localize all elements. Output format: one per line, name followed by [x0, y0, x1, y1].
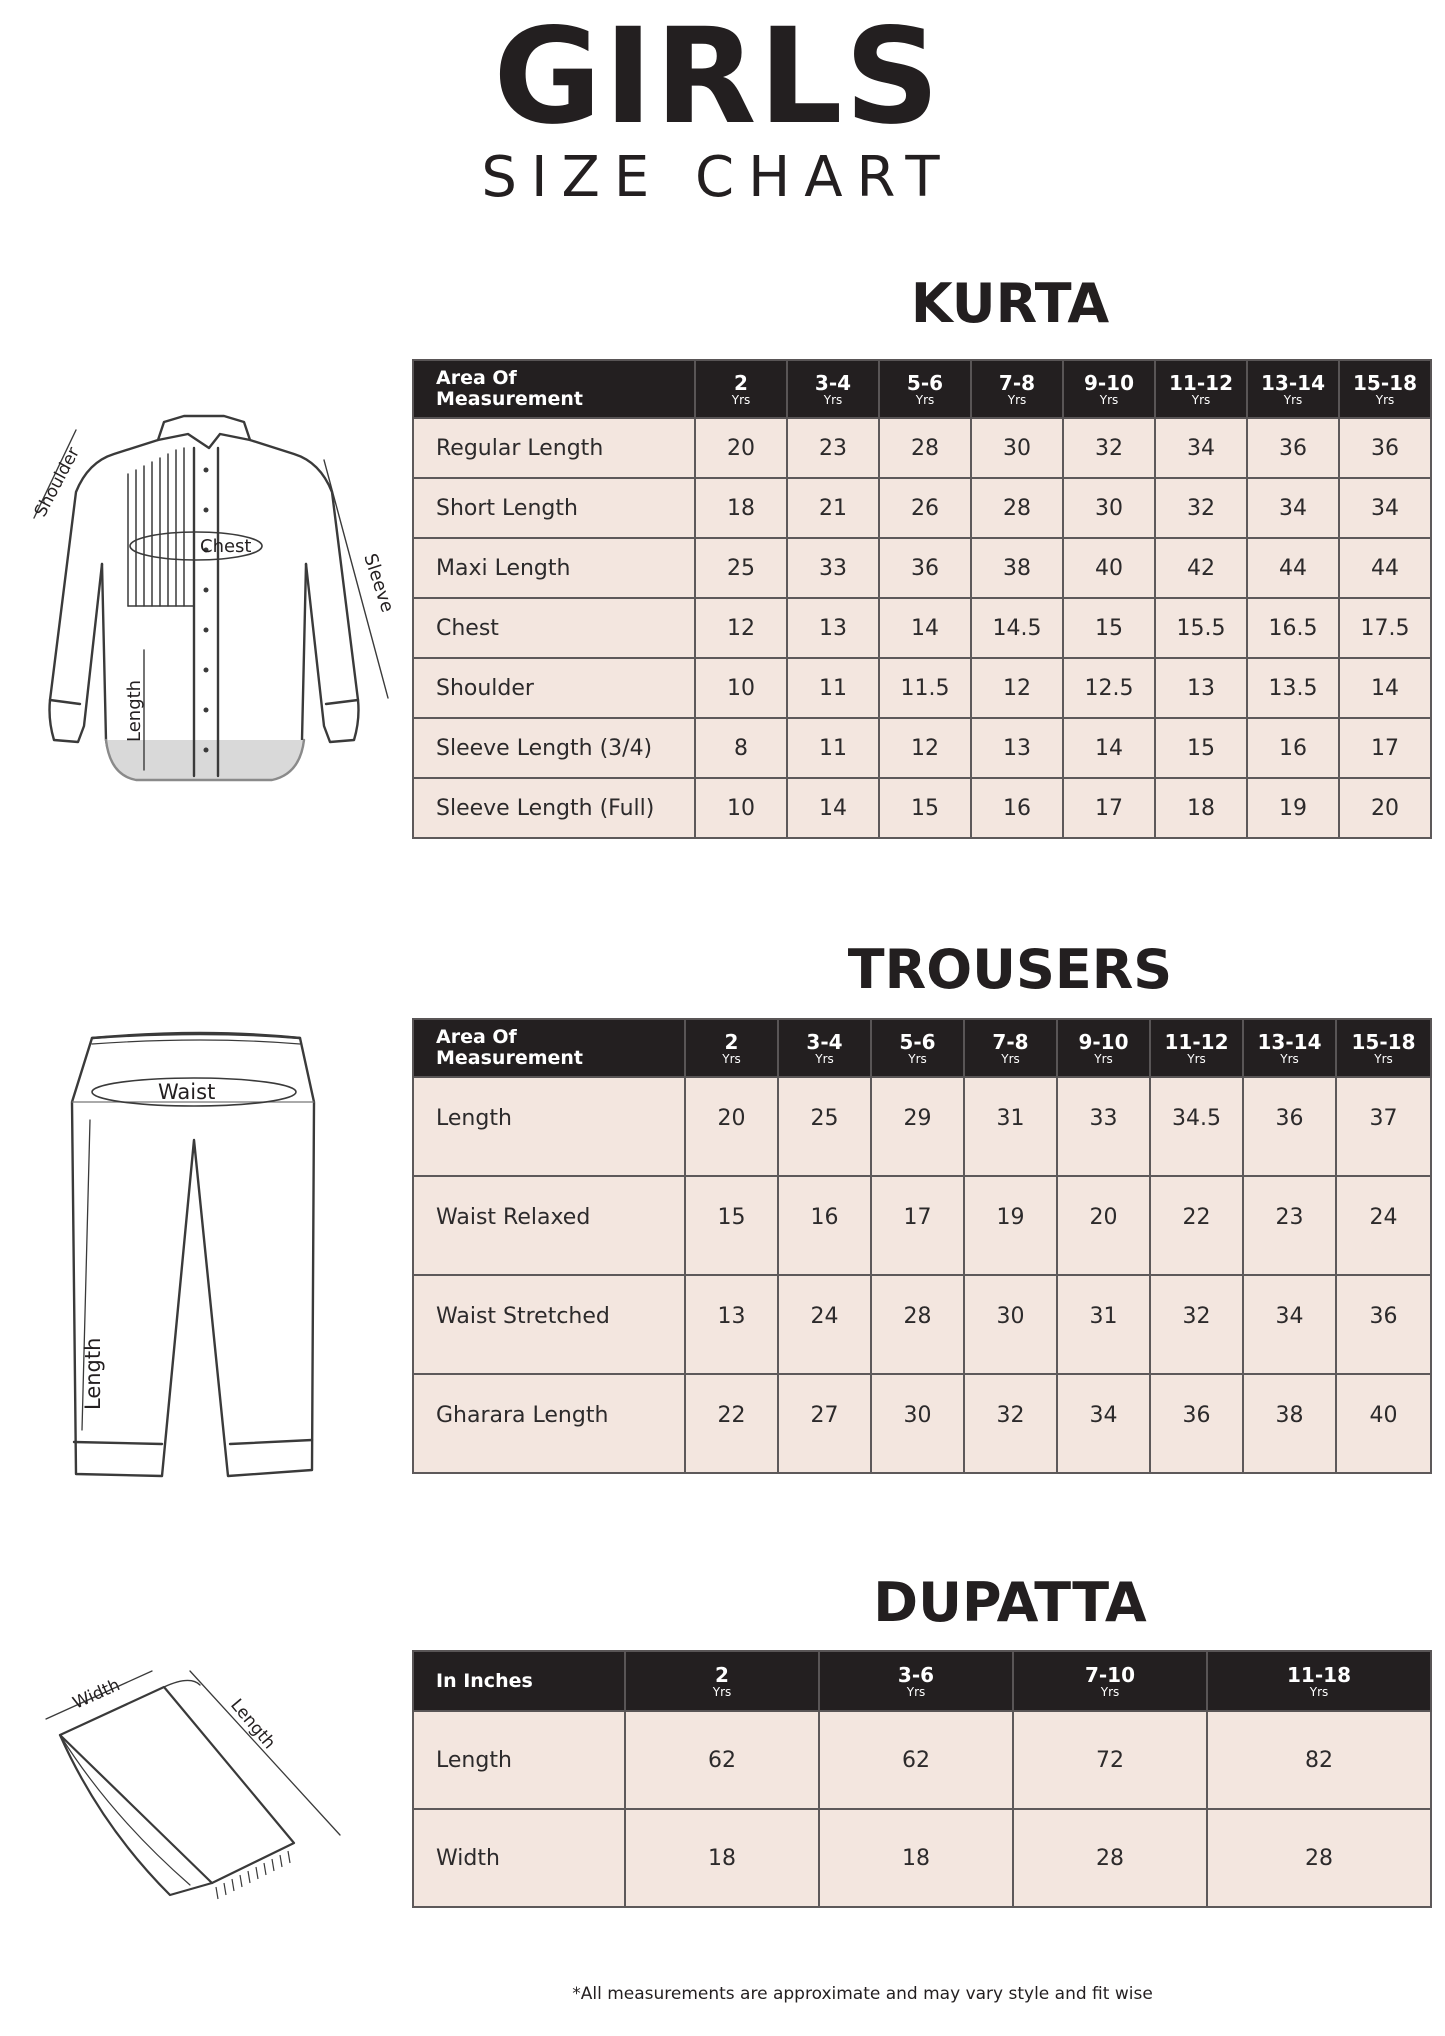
dupatta-size-header: 2 Yrs [625, 1651, 819, 1711]
trousers-size-header: 3-4 Yrs [778, 1019, 871, 1077]
kurta-row [413, 658, 1431, 718]
kurta-cell: 20 [695, 418, 787, 478]
trousers-cell: 28 [871, 1275, 964, 1374]
kurta-cell: 21 [787, 478, 879, 538]
trousers-cell: 36 [1150, 1374, 1243, 1473]
trousers-size-header: 2 Yrs [685, 1019, 778, 1077]
kurta-label-shoulder: Shoulder [30, 444, 84, 521]
kurta-cell: 11.5 [879, 658, 971, 718]
kurta-row-label: Sleeve Length (3/4) [413, 718, 695, 778]
trousers-cell: 27 [778, 1374, 871, 1473]
trousers-size-header: 15-18 Yrs [1336, 1019, 1431, 1077]
trousers-size-header: 7-8 Yrs [964, 1019, 1057, 1077]
dupatta-header-lead: In Inches [413, 1651, 625, 1711]
kurta-cell: 16.5 [1247, 598, 1339, 658]
trousers-cell: 20 [685, 1077, 778, 1176]
kurta-row-label: Short Length [413, 478, 695, 538]
kurta-cell: 23 [787, 418, 879, 478]
trousers-header-row [413, 1019, 1431, 1077]
kurta-cell: 38 [971, 538, 1063, 598]
dupatta-cell: 62 [819, 1711, 1013, 1809]
trousers-size-header: 5-6 Yrs [871, 1019, 964, 1077]
kurta-cell: 16 [1247, 718, 1339, 778]
footnote: *All measurements are approximate and may vary style and fit wise [572, 1984, 1153, 2004]
trousers-cell: 36 [1336, 1275, 1431, 1374]
trousers-cell: 24 [778, 1275, 871, 1374]
dupatta-illustration [40, 1665, 370, 1925]
trousers-cell: 25 [778, 1077, 871, 1176]
kurta-cell: 28 [879, 418, 971, 478]
kurta-cell: 13 [971, 718, 1063, 778]
dupatta-label-length: Length [226, 1695, 280, 1754]
trousers-cell: 34 [1057, 1374, 1150, 1473]
dupatta-cell: 72 [1013, 1711, 1207, 1809]
kurta-cell: 12.5 [1063, 658, 1155, 718]
kurta-row-label: Sleeve Length (Full) [413, 778, 695, 838]
trousers-cell: 22 [685, 1374, 778, 1473]
kurta-cell: 32 [1063, 418, 1155, 478]
trousers-title: TROUSERS [847, 938, 1173, 1001]
kurta-cell: 44 [1247, 538, 1339, 598]
kurta-cell: 12 [879, 718, 971, 778]
kurta-cell: 12 [971, 658, 1063, 718]
kurta-cell: 13 [1155, 658, 1247, 718]
trousers-label-length: Length [81, 1337, 105, 1410]
kurta-size-header: 15-18 Yrs [1339, 360, 1431, 418]
trousers-row [413, 1176, 1431, 1275]
kurta-cell: 19 [1247, 778, 1339, 838]
kurta-row [413, 598, 1431, 658]
trousers-cell: 38 [1243, 1374, 1336, 1473]
trousers-cell: 23 [1243, 1176, 1336, 1275]
kurta-cell: 15 [1063, 598, 1155, 658]
dupatta-row [413, 1809, 1431, 1907]
kurta-cell: 13.5 [1247, 658, 1339, 718]
trousers-cell: 20 [1057, 1176, 1150, 1275]
kurta-cell: 17 [1063, 778, 1155, 838]
kurta-cell: 14.5 [971, 598, 1063, 658]
kurta-row [413, 478, 1431, 538]
kurta-cell: 15 [1155, 718, 1247, 778]
trousers-header-lead [413, 1019, 685, 1077]
kurta-cell: 30 [1063, 478, 1155, 538]
trousers-cell: 16 [778, 1176, 871, 1275]
dupatta-cell: 62 [625, 1711, 819, 1809]
trousers-illustration [60, 1030, 330, 1500]
trousers-cell: 15 [685, 1176, 778, 1275]
dupatta-cell: 82 [1207, 1711, 1431, 1809]
trousers-row-label: Gharara Length [413, 1374, 685, 1473]
dupatta-cell: 18 [819, 1809, 1013, 1907]
kurta-cell: 16 [971, 778, 1063, 838]
kurta-cell: 11 [787, 718, 879, 778]
trousers-cell: 32 [1150, 1275, 1243, 1374]
kurta-cell: 26 [879, 478, 971, 538]
trousers-row [413, 1374, 1431, 1473]
kurta-cell: 18 [695, 478, 787, 538]
dupatta-cell: 18 [625, 1809, 819, 1907]
kurta-row [413, 418, 1431, 478]
trousers-cell: 17 [871, 1176, 964, 1275]
dupatta-header-row [413, 1651, 1431, 1711]
trousers-cell: 37 [1336, 1077, 1431, 1176]
trousers-cell: 30 [871, 1374, 964, 1473]
trousers-cell: 34 [1243, 1275, 1336, 1374]
kurta-size-header: 2 Yrs [695, 360, 787, 418]
kurta-label-sleeve: Sleeve [359, 551, 398, 615]
kurta-cell: 20 [1339, 778, 1431, 838]
trousers-cell: 34.5 [1150, 1077, 1243, 1176]
kurta-cell: 30 [971, 418, 1063, 478]
kurta-row [413, 538, 1431, 598]
kurta-header-lead-line1: Area Of [436, 367, 517, 389]
kurta-size-header: 11-12 Yrs [1155, 360, 1247, 418]
trousers-cell: 36 [1243, 1077, 1336, 1176]
title-girls: GIRLS [493, 0, 942, 154]
kurta-cell: 14 [1063, 718, 1155, 778]
trousers-cell: 19 [964, 1176, 1057, 1275]
trousers-cell: 13 [685, 1275, 778, 1374]
kurta-cell: 33 [787, 538, 879, 598]
kurta-cell: 11 [787, 658, 879, 718]
kurta-row [413, 718, 1431, 778]
kurta-cell: 34 [1247, 478, 1339, 538]
dupatta-size-header: 3-6 Yrs [819, 1651, 1013, 1711]
kurta-label-length: Length [124, 679, 145, 742]
kurta-cell: 34 [1155, 418, 1247, 478]
kurta-cell: 13 [787, 598, 879, 658]
kurta-cell: 17 [1339, 718, 1431, 778]
kurta-cell: 12 [695, 598, 787, 658]
kurta-cell: 32 [1155, 478, 1247, 538]
kurta-cell: 42 [1155, 538, 1247, 598]
trousers-size-header: 13-14 Yrs [1243, 1019, 1336, 1077]
kurta-title: KURTA [910, 272, 1110, 335]
kurta-row-label: Chest [413, 598, 695, 658]
dupatta-row [413, 1711, 1431, 1809]
kurta-cell: 36 [879, 538, 971, 598]
trousers-label-waist: Waist [158, 1080, 216, 1104]
dupatta-size-table [412, 1650, 1432, 1908]
kurta-cell: 15 [879, 778, 971, 838]
kurta-row-label: Shoulder [413, 658, 695, 718]
kurta-cell: 36 [1247, 418, 1339, 478]
kurta-cell: 44 [1339, 538, 1431, 598]
kurta-cell: 14 [787, 778, 879, 838]
kurta-label-chest: Chest [200, 536, 252, 557]
trousers-row-label: Length [413, 1077, 685, 1176]
kurta-header-row [413, 360, 1431, 418]
trousers-cell: 32 [964, 1374, 1057, 1473]
kurta-size-header: 3-4 Yrs [787, 360, 879, 418]
trousers-cell: 40 [1336, 1374, 1431, 1473]
kurta-cell: 34 [1339, 478, 1431, 538]
kurta-row-label: Maxi Length [413, 538, 695, 598]
trousers-row [413, 1275, 1431, 1374]
kurta-header-lead-line2: Measurement [436, 388, 583, 410]
trousers-header-lead-line2: Measurement [436, 1047, 583, 1069]
kurta-cell: 15.5 [1155, 598, 1247, 658]
kurta-cell: 8 [695, 718, 787, 778]
kurta-cell: 10 [695, 658, 787, 718]
kurta-cell: 18 [1155, 778, 1247, 838]
trousers-row [413, 1077, 1431, 1176]
kurta-row [413, 778, 1431, 838]
kurta-row-label: Regular Length [413, 418, 695, 478]
kurta-cell: 40 [1063, 538, 1155, 598]
trousers-cell: 33 [1057, 1077, 1150, 1176]
kurta-cell: 25 [695, 538, 787, 598]
dupatta-title: DUPATTA [873, 1571, 1147, 1634]
kurta-header-lead [413, 360, 695, 418]
trousers-header-lead-line1: Area Of [436, 1026, 517, 1048]
subtitle-size-chart: SIZE CHART [481, 145, 954, 210]
trousers-cell: 29 [871, 1077, 964, 1176]
trousers-row-label: Waist Stretched [413, 1275, 685, 1374]
kurta-illustration [14, 400, 404, 800]
trousers-size-header: 9-10 Yrs [1057, 1019, 1150, 1077]
trousers-cell: 31 [1057, 1275, 1150, 1374]
kurta-size-header: 5-6 Yrs [879, 360, 971, 418]
kurta-cell: 10 [695, 778, 787, 838]
kurta-cell: 36 [1339, 418, 1431, 478]
kurta-size-header: 7-8 Yrs [971, 360, 1063, 418]
kurta-size-table [412, 359, 1432, 839]
trousers-cell: 24 [1336, 1176, 1431, 1275]
dupatta-row-label: Length [413, 1711, 625, 1809]
kurta-size-header: 13-14 Yrs [1247, 360, 1339, 418]
dupatta-size-header: 11-18 Yrs [1207, 1651, 1431, 1711]
kurta-cell: 14 [879, 598, 971, 658]
kurta-cell: 14 [1339, 658, 1431, 718]
dupatta-row-label: Width [413, 1809, 625, 1907]
trousers-size-header: 11-12 Yrs [1150, 1019, 1243, 1077]
kurta-size-header: 9-10 Yrs [1063, 360, 1155, 418]
trousers-size-table [412, 1018, 1432, 1474]
dupatta-label-width: Width [69, 1675, 124, 1714]
trousers-cell: 30 [964, 1275, 1057, 1374]
dupatta-cell: 28 [1207, 1809, 1431, 1907]
trousers-cell: 22 [1150, 1176, 1243, 1275]
page-title [0, 0, 1445, 210]
trousers-row-label: Waist Relaxed [413, 1176, 685, 1275]
kurta-cell: 28 [971, 478, 1063, 538]
dupatta-size-header: 7-10 Yrs [1013, 1651, 1207, 1711]
trousers-cell: 31 [964, 1077, 1057, 1176]
kurta-cell: 17.5 [1339, 598, 1431, 658]
dupatta-cell: 28 [1013, 1809, 1207, 1907]
